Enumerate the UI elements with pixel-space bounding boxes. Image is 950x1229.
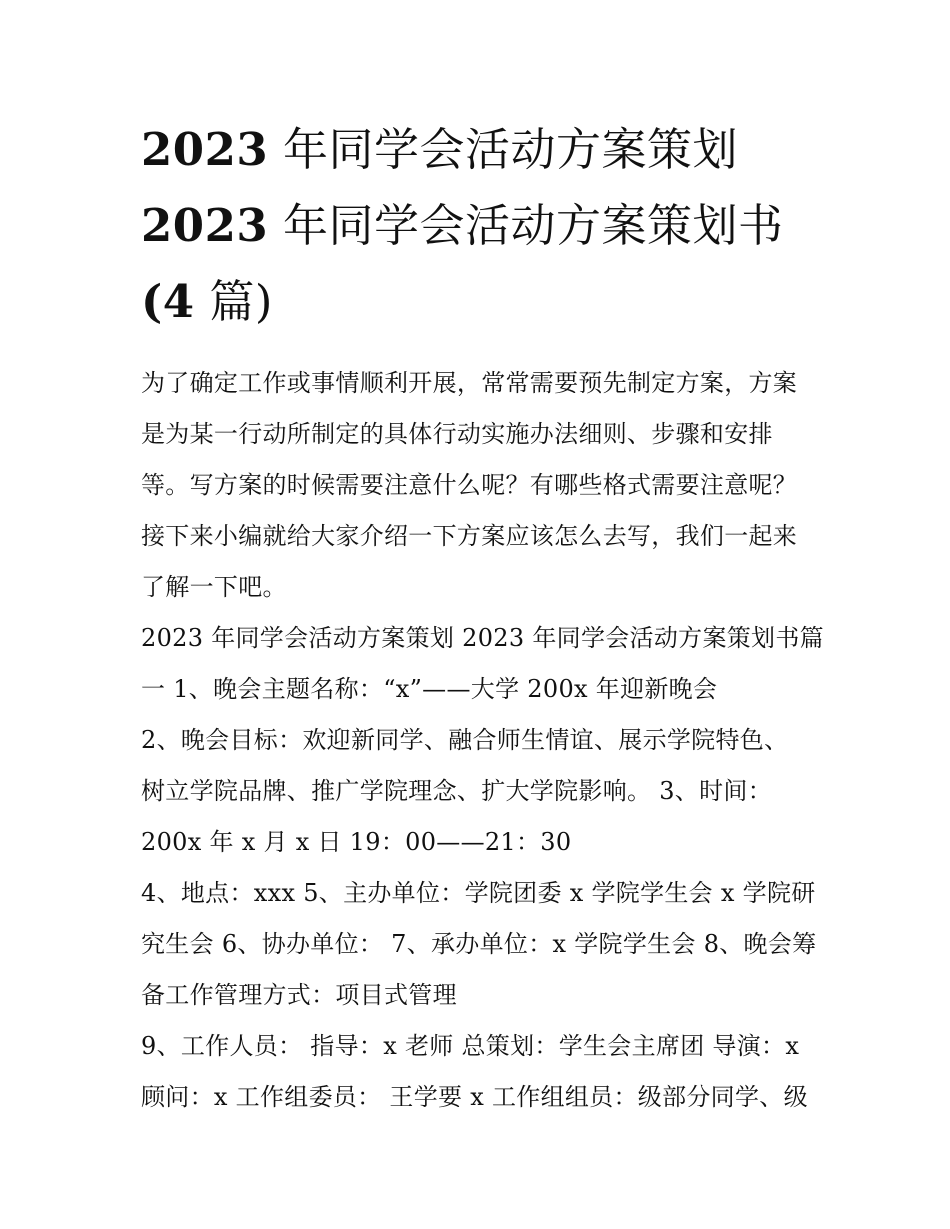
text-line: 2023 年同学会活动方案策划 2023 年同学会活动方案策划书篇	[141, 624, 824, 652]
title-text: 年同学会活动方案策划	[268, 123, 739, 176]
document-title	[141, 112, 821, 340]
title-text: 年同学会活动方案策划书	[268, 199, 784, 252]
title-year: 2023	[141, 123, 269, 176]
text-line: 9、工作人员： 指导：x 老师 总策划：学生会主席团 导演：x	[141, 1032, 800, 1060]
section-heading-paragraph	[141, 613, 824, 715]
title-line	[141, 188, 821, 264]
text-line: 为了确定工作或事情顺利开展，常常需要预先制定方案，方案	[141, 369, 798, 397]
text-line: 200x 年 x 月 x 日 19：00——21：30	[141, 828, 572, 856]
goal-time-paragraph	[141, 715, 821, 868]
staff-paragraph	[141, 1021, 821, 1123]
document-body	[141, 358, 824, 1123]
title-year: 2023	[141, 199, 269, 252]
title-text: 篇)	[194, 275, 273, 328]
text-line: 了解一下吧。	[141, 573, 287, 601]
text-line: 顾问：x 工作组委员： 王学要 x 工作组组员：级部分同学、级	[141, 1083, 808, 1111]
text-line: 接下来小编就给大家介绍一下方案应该怎么去写，我们一起来	[141, 522, 798, 550]
document-content	[141, 112, 824, 1123]
intro-paragraph	[141, 358, 821, 613]
title-count: (4	[141, 275, 195, 328]
text-line: 4、地点：xxx 5、主办单位：学院团委 x 学院学生会 x 学院研	[141, 879, 816, 907]
title-line	[141, 264, 821, 340]
location-organizer-paragraph	[141, 868, 821, 1021]
text-line: 一 1、晚会主题名称：“x”——大学 200x 年迎新晚会	[141, 675, 718, 703]
text-line: 树立学院品牌、推广学院理念、扩大学院影响。 3、时间：	[141, 777, 772, 805]
text-line: 是为某一行动所制定的具体行动实施办法细则、步骤和安排	[141, 420, 773, 448]
text-line: 等。写方案的时候需要注意什么呢？有哪些格式需要注意呢？	[141, 471, 798, 499]
text-line: 2、晚会目标：欢迎新同学、融合师生情谊、展示学院特色、	[141, 726, 789, 754]
text-line: 备工作管理方式：项目式管理	[141, 981, 457, 1009]
text-line: 究生会 6、协办单位： 7、承办单位：x 学院学生会 8、晚会筹	[141, 930, 817, 958]
title-line	[141, 112, 821, 188]
